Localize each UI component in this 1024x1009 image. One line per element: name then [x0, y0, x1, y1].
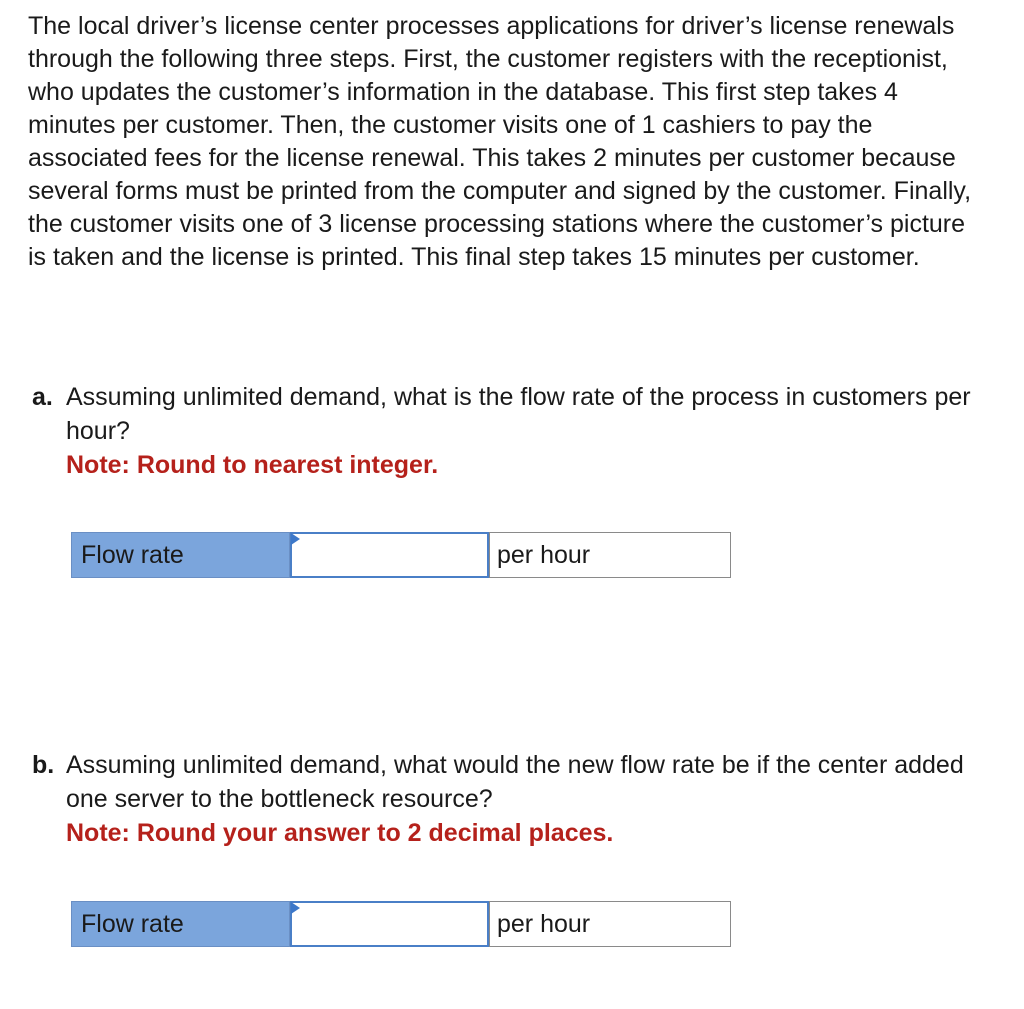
answer-b-input-wrap[interactable]	[290, 901, 489, 947]
answer-a-input-wrap[interactable]	[290, 532, 489, 578]
question-b-text: Assuming unlimited demand, what would the new flow rate be if the center added one server to the bottleneck resource?	[66, 751, 964, 813]
question-a-note: Note: Round to nearest integer.	[66, 451, 439, 479]
question-a-text: Assuming unlimited demand, what is the flow rate of the process in customers per hour?	[66, 383, 971, 445]
problem-statement: The local driver’s license center processes applications for driver’s license renewals through the following three steps. First, the customer registers with the receptionist, who updates the customer’s information in the database. This first step takes 4 minutes per customer. Then, the customer visits one of 1 cashiers to pay the associated fees for the license renewal. This takes 2 minutes per customer because several forms must be printed from the computer and signed by the customer. Finally, the customer visits one of 3 license processing stations where the customer’s picture is taken and the license is printed. This final step takes 15 minutes per customer.	[28, 12, 972, 271]
answer-marker-icon	[291, 533, 300, 545]
answer-row-a	[71, 532, 731, 578]
answer-b-label: Flow rate	[71, 901, 290, 947]
question-b-letter: b.	[32, 751, 55, 779]
question-b	[32, 748, 982, 850]
answer-marker-icon	[291, 902, 300, 914]
flow-rate-input-b[interactable]	[292, 903, 487, 945]
answer-b-unit: per hour	[489, 901, 731, 947]
question-a	[32, 380, 982, 482]
answer-a-unit: per hour	[489, 532, 731, 578]
question-a-letter: a.	[32, 383, 53, 411]
answer-row-b	[71, 901, 731, 947]
answer-a-label: Flow rate	[71, 532, 290, 578]
question-b-note: Note: Round your answer to 2 decimal places.	[66, 819, 614, 847]
flow-rate-input-a[interactable]	[292, 534, 487, 576]
